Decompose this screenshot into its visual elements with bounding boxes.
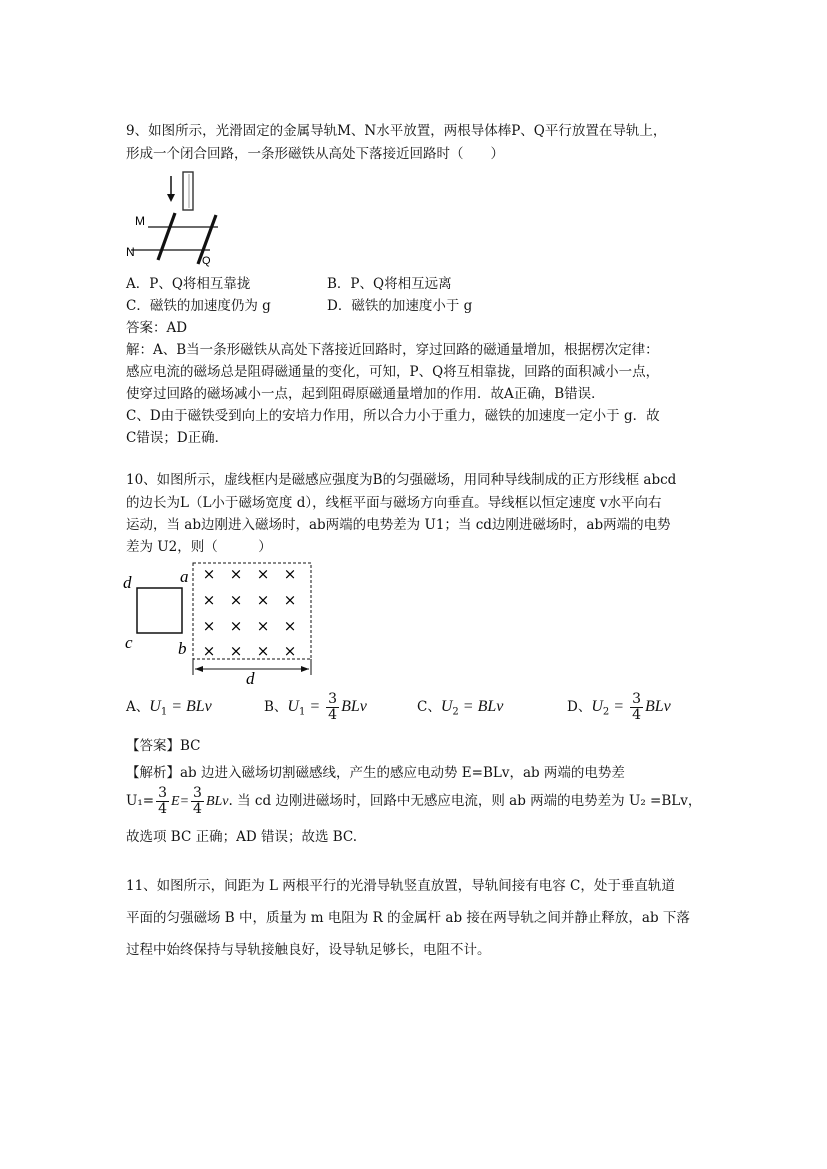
q10-stem-line4: 差为 U2，则（ ）	[126, 539, 272, 555]
field-cross-mark: ×	[283, 591, 297, 609]
q10-label-c: c	[125, 633, 133, 652]
q9-label-m: M	[135, 214, 145, 228]
q11-line2: 平面的匀强磁场 B 中，质量为 m 电阻为 R 的金属杆 ab 接在两导轨之间并静止释放，ab 下落	[126, 910, 690, 926]
q10-option-c: C、$U_2$ = BLv	[417, 698, 504, 718]
q10-answer: 【答案】BC	[126, 738, 201, 754]
q10-option-d: D、$U_2$ = $\frac{3}{4}$ BLv	[567, 691, 671, 723]
q10-stem-line1: 10、如图所示，虚线框内是磁感应强度为B的匀强磁场，用同种导线制成的正方形线框 abcd	[126, 472, 677, 488]
field-cross-mark: ×	[229, 642, 243, 660]
q9-label-q: Q	[202, 255, 211, 267]
q9-explanation-5: C错误；D正确．	[126, 430, 229, 446]
q9-figure	[126, 168, 226, 268]
q9-explanation-1: 解：A、B当一条形磁铁从高处下落接近回路时，穿过回路的磁通量增加，根据楞次定律：	[126, 342, 659, 358]
field-cross-mark: ×	[229, 591, 243, 609]
q10-figure	[120, 560, 320, 690]
q9-option-c: C．磁铁的加速度仍为 g	[126, 298, 271, 314]
field-cross-mark: ×	[256, 565, 270, 583]
q9-explanation-2: 感应电流的磁场总是阻碍磁通量的变化，可知，P、Q将互相靠拢，回路的面积减小一点，	[126, 364, 660, 380]
field-cross-mark: ×	[229, 565, 243, 583]
q9-stem-line1: 9、如图所示，光滑固定的金属导轨M、N水平放置，两根导体棒P、Q平行放置在导轨上，	[126, 123, 667, 139]
q10-label-a: a	[180, 567, 189, 586]
q9-label-n: N	[126, 245, 135, 259]
field-cross-mark: ×	[256, 617, 270, 635]
field-cross-mark: ×	[256, 591, 270, 609]
field-cross-mark: ×	[202, 617, 216, 635]
q11-line3: 过程中始终保持与导轨接触良好，设导轨足够长，电阻不计。	[126, 942, 491, 958]
q10-label-d: d	[123, 573, 132, 592]
q10-explanation-3: 故选项 BC 正确；AD 错误；故选 BC.	[126, 829, 358, 845]
q9-option-d: D．磁铁的加速度小于 g	[327, 298, 473, 314]
q9-answer: 答案：AD	[126, 320, 188, 336]
q11-line1: 11、如图所示，间距为 L 两根平行的光滑导轨竖直放置，导轨间接有电容 C，处于垂直轨道	[126, 878, 675, 894]
q9-option-b: B．P、Q将相互远离	[327, 276, 452, 292]
field-cross-mark: ×	[202, 591, 216, 609]
q9-explanation-4: C、D由于磁铁受到向上的安培力作用，所以合力小于重力，磁铁的加速度一定小于 g．故	[126, 408, 660, 424]
q10-explanation-1: 【解析】ab 边进入磁场切割磁感线，产生的感应电动势 E=BLv，ab 两端的电势差	[126, 765, 625, 781]
field-cross-mark: ×	[229, 617, 243, 635]
field-cross-mark: ×	[283, 642, 297, 660]
q10-stem-line2: 的边长为L（L小于磁场宽度 d），线框平面与磁场方向垂直。导线框以恒定速度 v水平向右	[126, 495, 662, 511]
q10-label-width: d	[246, 669, 255, 688]
q9-stem-line2: 形成一个闭合回路，一条形磁铁从高处下落接近回路时（ ）	[126, 146, 504, 162]
q9-explanation-3: 使穿过回路的磁场减小一点，起到阻碍原磁通量增加的作用．故A正确，B错误．	[126, 386, 605, 402]
q10-option-b: B、$U_1$ = $\frac{3}{4}$ BLv	[264, 691, 367, 723]
q9-option-a: A．P、Q将相互靠拢	[126, 276, 251, 292]
field-cross-mark: ×	[202, 642, 216, 660]
field-cross-mark: ×	[283, 565, 297, 583]
q10-stem-line3: 运动，当 ab边刚进入磁场时，ab两端的电势差为 U1；当 cd边刚进磁场时，ab两端的电势	[126, 517, 671, 533]
field-cross-mark: ×	[256, 642, 270, 660]
q10-explanation-2: U₁= $\frac{3}{4}$ E= $\frac{3}{4}$ BLv. 当 cd 边刚进磁场时，回路中无感应电流，则 ab 两端的电势差为 U₂ =BLv，	[126, 785, 702, 817]
field-cross-mark: ×	[202, 565, 216, 583]
q10-option-a: A、$U_1$ = BLv	[126, 698, 212, 718]
q10-label-b: b	[178, 639, 187, 658]
field-cross-mark: ×	[283, 617, 297, 635]
